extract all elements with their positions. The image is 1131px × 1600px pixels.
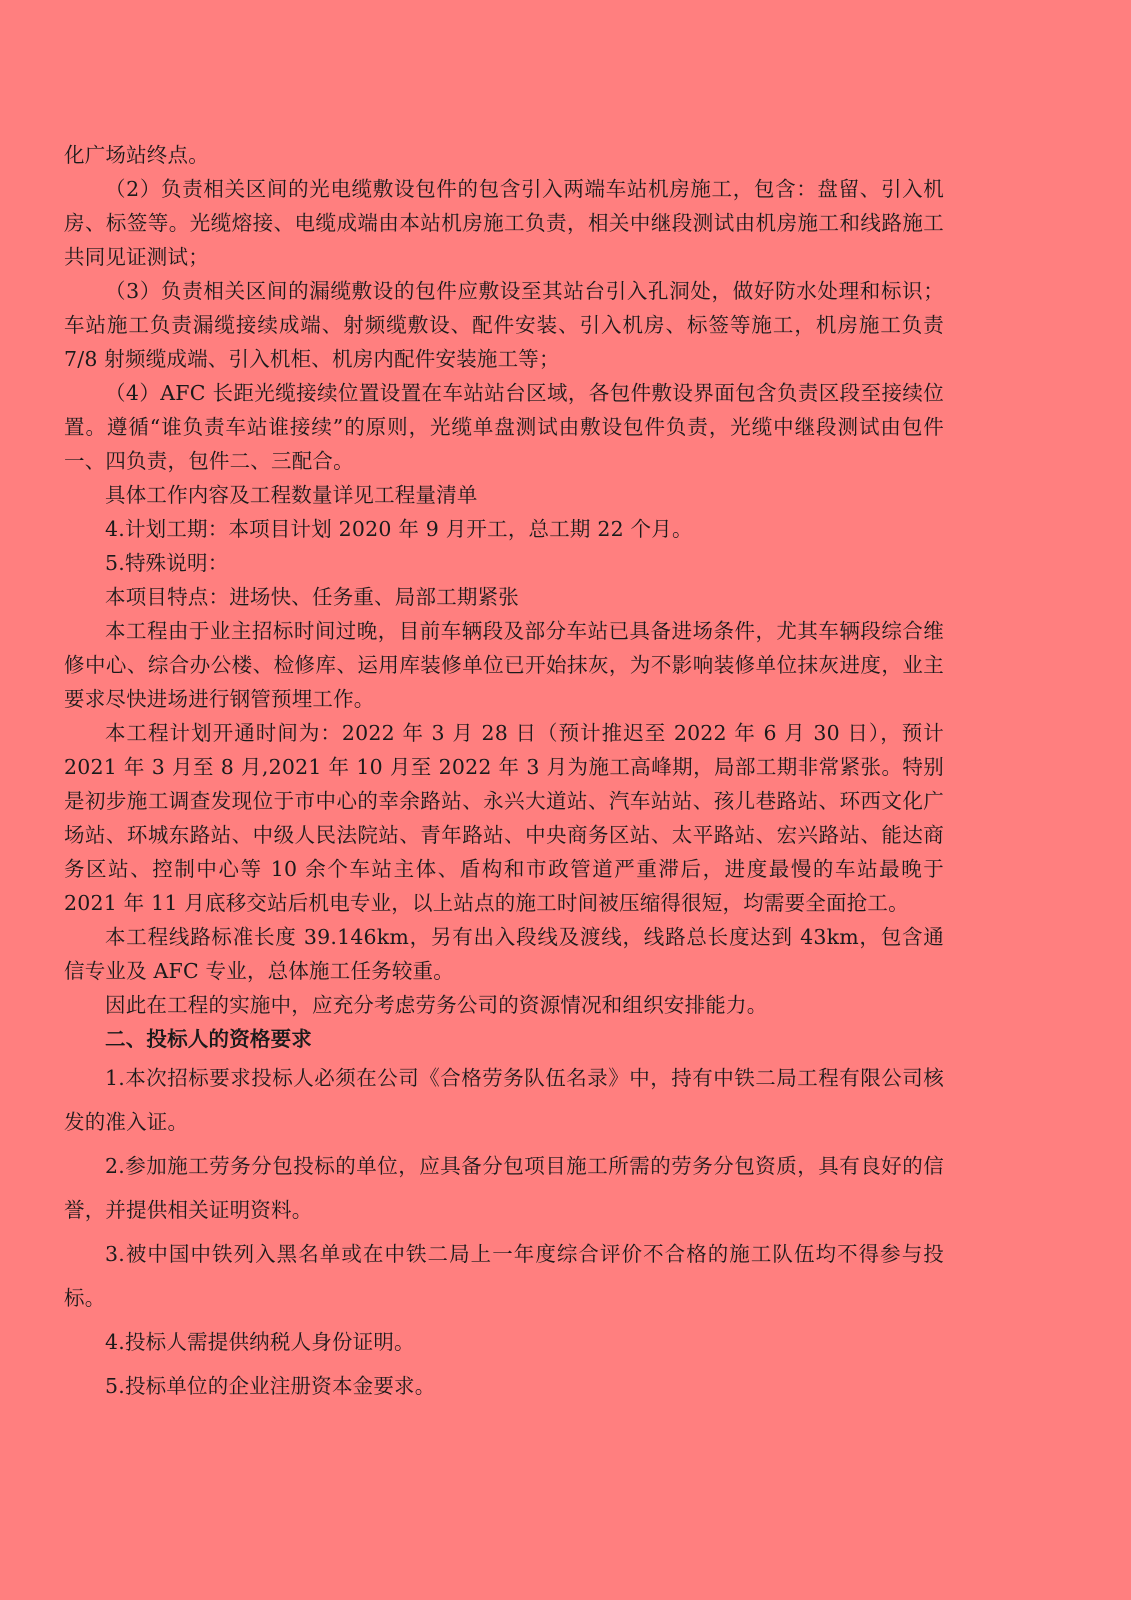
requirement-2: 2.参加施工劳务分包投标的单位，应具备分包项目施工所需的劳务分包资质，具有良好的信誉，并提供相关证明资料。 (64, 1154, 944, 1222)
paragraph-resource-consideration: 因此在工程的实施中，应充分考虑劳务公司的资源情况和组织安排能力。 (105, 993, 768, 1017)
paragraph-item-4: （4）AFC 长距光缆接续位置设置在车站站台区域，各包件敷设界面包含负责区段至接续位置。遵循“谁负责车站谁接续”的原则，光缆单盘测试由敷设包件负责，光缆中继段测试由包件一、四负责，包件二、三配合。 (64, 381, 944, 473)
requirement-4: 4.投标人需提供纳税人身份证明。 (105, 1330, 415, 1354)
document-page (64, 138, 944, 1408)
paragraph-work-content: 具体工作内容及工程数量详见工程量清单 (105, 483, 478, 507)
section-heading: 二、投标人的资格要求 (105, 1027, 312, 1051)
requirement-1: 1.本次招标要求投标人必须在公司《合格劳务队伍名录》中，持有中铁二局工程有限公司核发的准入证。 (64, 1066, 944, 1134)
requirement-5: 5.投标单位的企业注册资本金要求。 (105, 1374, 436, 1398)
requirement-3: 3.被中国中铁列入黑名单或在中铁二局上一年度综合评价不合格的施工队伍均不得参与投标。 (64, 1242, 944, 1310)
paragraph-schedule: 4.计划工期：本项目计划 2020 年 9 月开工，总工期 22 个月。 (105, 517, 693, 541)
paragraph-project-features: 本项目特点：进场快、任务重、局部工期紧张 (105, 585, 519, 609)
paragraph-late-bidding: 本工程由于业主招标时间过晚，目前车辆段及部分车站已具备进场条件，尤其车辆段综合维修中心、综合办公楼、检修库、运用库装修单位已开始抹灰，为不影响装修单位抹灰进度，业主要求尽快进场进行钢管预埋工作。 (64, 619, 944, 711)
paragraph-opening-time: 本工程计划开通时间为：2022 年 3 月 28 日（预计推迟至 2022 年 6 月 30 日），预计 2021 年 3 月至 8 月,2021 年 10 月至 2022 年 3 月为施工高峰期，局部工期非常紧张。特别是初步施工调查发现位于市中心的幸余路站、永兴大道站、汽车站站、孩儿巷路站、环西文化广场站、环城东路站、中级人民法院站、青年路站、中央商务区站、太平路站、宏兴路站、能达商务区站、控制中心等 10 余个车站主体、盾构和市政管道严重滞后，进度最慢的车站最晚于 2021 年 11 月底移交站后机电专业，以上站点的施工时间被压缩得很短，均需要全面抢工。 (64, 721, 944, 915)
paragraph-item-3: （3）负责相关区间的漏缆敷设的包件应敷设至其站台引入孔洞处，做好防水处理和标识；车站施工负责漏缆接续成端、射频缆敷设、配件安装、引入机房、标签等施工，机房施工负责 7/8 射频缆成端、引入机柜、机房内配件安装施工等； (64, 279, 944, 371)
paragraph-item-2: （2）负责相关区间的光电缆敷设包件的包含引入两端车站机房施工，包含：盘留、引入机房、标签等。光缆熔接、电缆成端由本站机房施工负责，相关中继段测试由机房施工和线路施工共同见证测试； (64, 177, 944, 269)
paragraph-line-length: 本工程线路标准长度 39.146km，另有出入段线及渡线，线路总长度达到 43km，包含通信专业及 AFC 专业，总体施工任务较重。 (64, 925, 944, 983)
paragraph-special-notes-title: 5.特殊说明： (105, 551, 229, 575)
paragraph-continuation: 化广场站终点。 (64, 143, 209, 167)
